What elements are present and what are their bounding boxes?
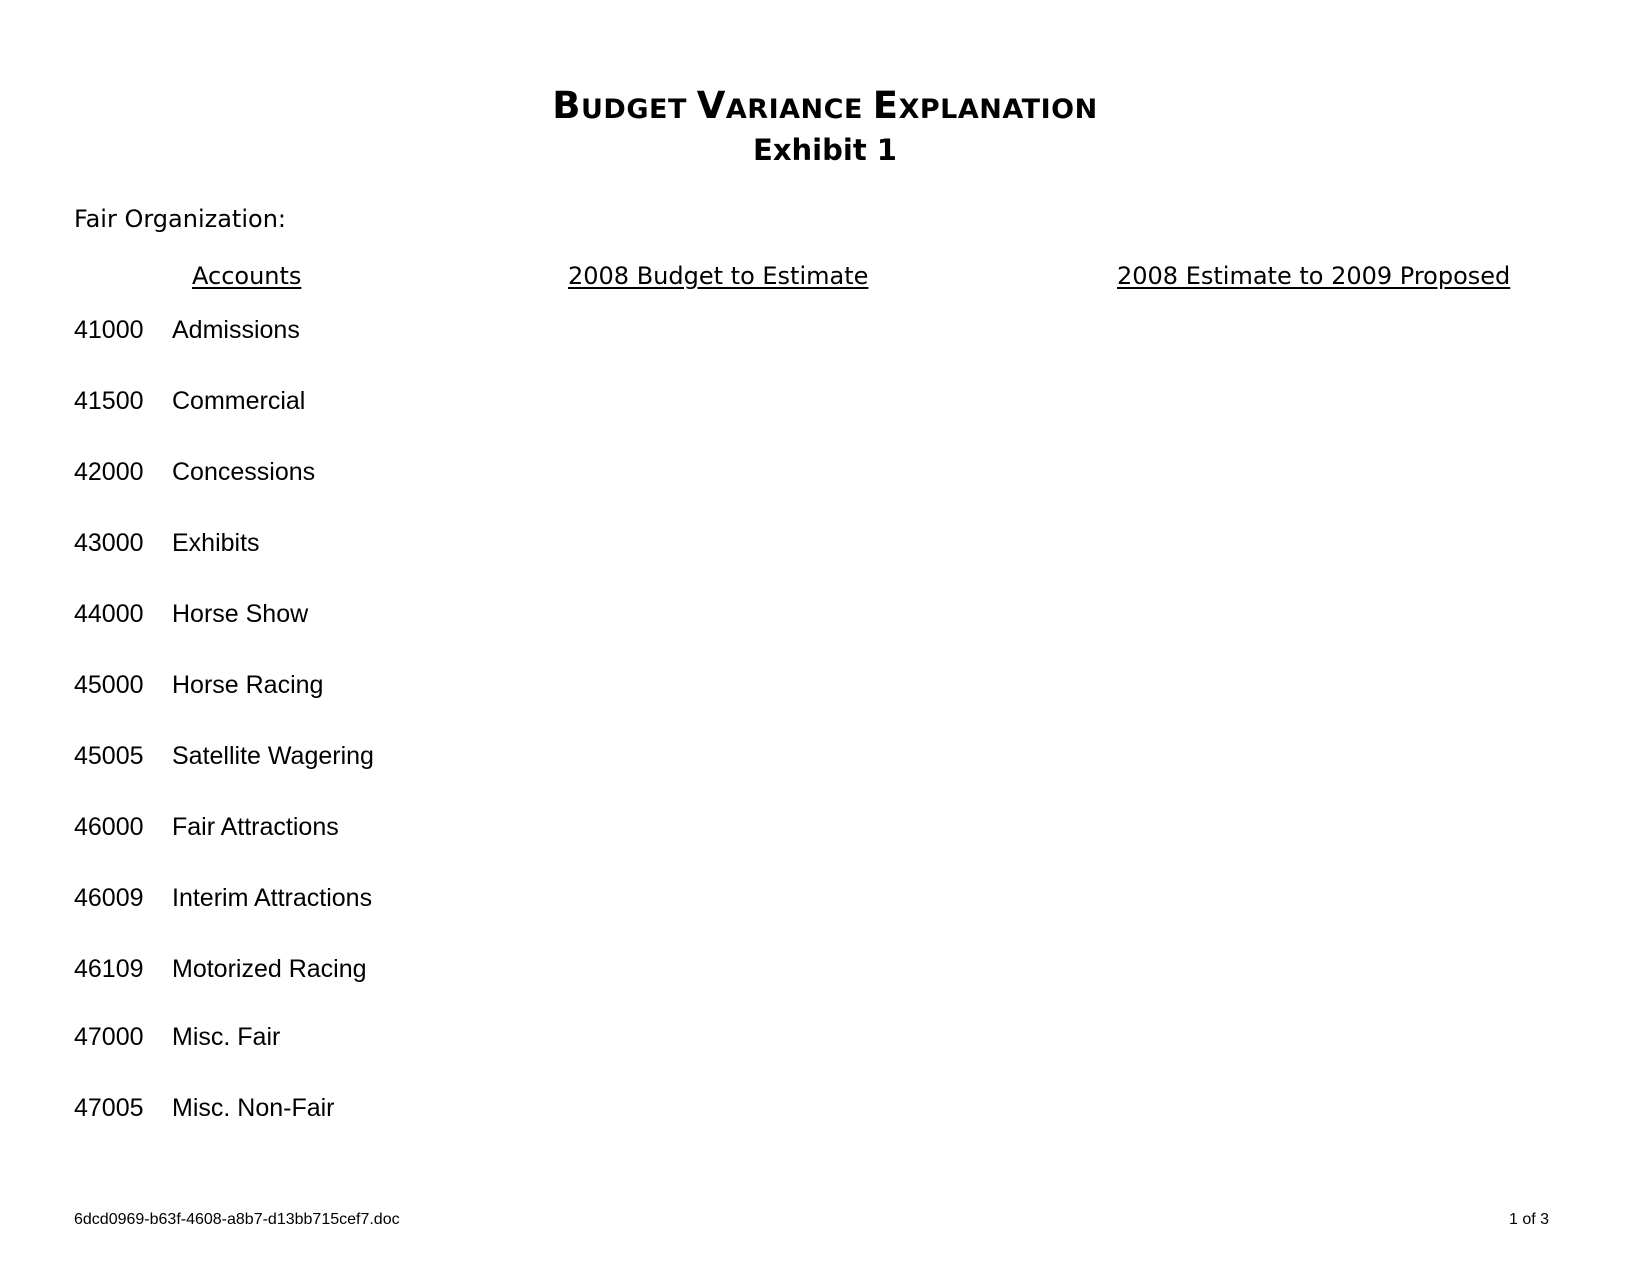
account-code: 45005 <box>74 742 144 770</box>
account-code: 44000 <box>74 600 144 628</box>
account-name: Admissions <box>172 316 300 344</box>
account-code: 41500 <box>74 387 144 415</box>
account-name: Horse Show <box>172 600 309 628</box>
footer-filename: 6dcd0969-b63f-4608-a8b7-d13bb715cef7.doc <box>74 1211 400 1228</box>
account-code: 47000 <box>74 1023 144 1051</box>
account-name: Fair Attractions <box>172 813 339 841</box>
accounts-column-header: Accounts <box>192 262 302 290</box>
title-word-2: VARIANCE <box>696 84 873 127</box>
account-name: Horse Racing <box>172 671 324 699</box>
document-title <box>0 84 1650 127</box>
account-name: Concessions <box>172 458 316 486</box>
fair-organization-label: Fair Organization: <box>74 205 286 233</box>
account-code: 45000 <box>74 671 144 699</box>
account-code: 42000 <box>74 458 144 486</box>
account-code: 43000 <box>74 529 144 557</box>
footer-page-number: 1 of 3 <box>1508 1211 1549 1228</box>
account-code: 46000 <box>74 813 144 841</box>
account-name: Motorized Racing <box>172 955 367 983</box>
account-code: 46109 <box>74 955 144 983</box>
account-code: 47005 <box>74 1094 144 1122</box>
account-name: Exhibits <box>172 529 260 557</box>
account-name: Interim Attractions <box>172 884 373 912</box>
budget-to-estimate-column-header: 2008 Budget to Estimate <box>568 262 869 290</box>
account-name: Satellite Wagering <box>172 742 374 770</box>
account-code: 46009 <box>74 884 144 912</box>
account-code: 41000 <box>74 316 144 344</box>
title-word-1: BUDGET <box>552 84 697 127</box>
account-name: Commercial <box>172 387 306 415</box>
account-name: Misc. Fair <box>172 1023 281 1051</box>
account-name: Misc. Non-Fair <box>172 1094 335 1122</box>
document-subtitle: Exhibit 1 <box>753 133 897 167</box>
title-word-3: EXPLANATION <box>872 84 1098 127</box>
estimate-to-proposed-column-header: 2008 Estimate to 2009 Proposed <box>1117 262 1511 290</box>
